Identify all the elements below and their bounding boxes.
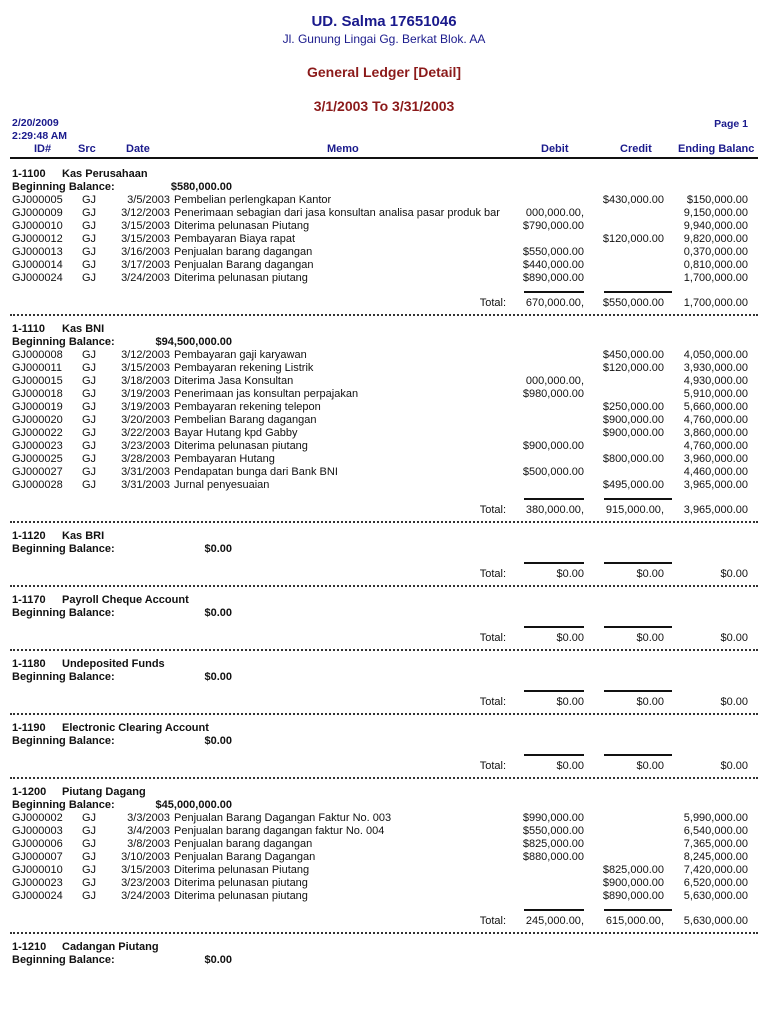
total-credit: $0.00 bbox=[636, 568, 664, 580]
transaction-date: 3/18/2003 bbox=[121, 375, 170, 387]
transaction-row bbox=[0, 851, 768, 864]
credit-total-rule bbox=[604, 690, 672, 692]
transaction-debit: $900,000.00 bbox=[522, 440, 584, 452]
company-address: Jl. Gunung Lingai Gg. Berkat Blok. AA bbox=[282, 32, 486, 46]
beginning-balance-label: Beginning Balance: bbox=[12, 181, 115, 193]
beginning-balance-amount: $0.00 bbox=[204, 671, 232, 683]
total-ending-balance: 5,630,000.00 bbox=[683, 915, 748, 927]
transaction-date: 3/31/2003 bbox=[121, 479, 170, 491]
transaction-memo: Pembayaran Hutang bbox=[174, 453, 275, 465]
total-credit: $0.00 bbox=[636, 632, 664, 644]
transaction-ending-balance: 4,930,000.00 bbox=[683, 375, 748, 387]
debit-total-rule bbox=[524, 754, 584, 756]
transaction-ending-balance: 7,420,000.00 bbox=[683, 864, 748, 876]
total-label: Total: bbox=[479, 632, 506, 644]
transaction-date: 3/19/2003 bbox=[121, 388, 170, 400]
account-code: 1-1110 bbox=[12, 323, 46, 335]
account-code: 1-1100 bbox=[12, 168, 46, 180]
beginning-balance-row bbox=[0, 543, 768, 556]
transaction-row bbox=[0, 825, 768, 838]
transaction-memo: Penerimaan sebagian dari jasa konsultan analisa pasar produk bar bbox=[174, 207, 500, 219]
account-code: 1-1200 bbox=[12, 786, 47, 798]
transaction-memo: Pembayaran rekening telepon bbox=[174, 401, 321, 413]
account-header bbox=[0, 168, 768, 181]
transaction-date: 3/24/2003 bbox=[121, 890, 170, 902]
transaction-date: 3/15/2003 bbox=[121, 233, 170, 245]
transaction-date: 3/28/2003 bbox=[121, 453, 170, 465]
transaction-ending-balance: 4,760,000.00 bbox=[683, 414, 748, 426]
account-header bbox=[0, 786, 768, 799]
print-date: 2/20/2009 bbox=[12, 117, 59, 129]
beginning-balance-amount: $0.00 bbox=[204, 543, 232, 555]
transaction-ending-balance: 1,700,000.00 bbox=[683, 272, 748, 284]
transaction-ending-balance: 4,050,000.00 bbox=[683, 349, 748, 361]
transaction-credit: $120,000.00 bbox=[602, 233, 664, 245]
transaction-memo: Jurnal penyesuaian bbox=[174, 479, 270, 491]
transaction-row bbox=[0, 194, 768, 207]
transaction-id: GJ000019 bbox=[12, 401, 63, 413]
transaction-ending-balance: 3,965,000.00 bbox=[683, 479, 748, 491]
transaction-id: GJ000022 bbox=[12, 427, 63, 439]
beginning-balance-row bbox=[0, 181, 768, 194]
beginning-balance-row bbox=[0, 799, 768, 812]
total-label: Total: bbox=[479, 504, 506, 516]
account-name: Cadangan Piutang bbox=[62, 941, 159, 953]
transaction-row bbox=[0, 362, 768, 375]
transaction-memo: Diterima Jasa Konsultan bbox=[174, 375, 294, 387]
transaction-source: GJ bbox=[82, 233, 97, 245]
transaction-credit: $450,000.00 bbox=[602, 349, 664, 361]
transaction-ending-balance: 9,150,000.00 bbox=[683, 207, 748, 219]
total-ending-balance: $0.00 bbox=[720, 568, 748, 580]
transaction-id: GJ000010 bbox=[12, 220, 63, 232]
section-divider bbox=[10, 314, 758, 316]
transaction-row bbox=[0, 440, 768, 453]
transaction-source: GJ bbox=[82, 259, 97, 271]
ledger-body bbox=[0, 162, 768, 1024]
transaction-credit: $900,000.00 bbox=[602, 427, 664, 439]
total-credit: ,915,000.00 bbox=[605, 504, 664, 516]
account-header bbox=[0, 323, 768, 336]
transaction-id: GJ000023 bbox=[12, 877, 63, 889]
transaction-debit: $825,000.00 bbox=[522, 838, 584, 850]
total-credit: $0.00 bbox=[636, 696, 664, 708]
total-credit: $550,000.00 bbox=[602, 297, 664, 309]
transaction-source: GJ bbox=[82, 851, 97, 863]
total-debit: $0.00 bbox=[556, 696, 584, 708]
transaction-memo: Pembelian Barang dagangan bbox=[174, 414, 317, 426]
credit-total-rule bbox=[604, 562, 672, 564]
print-time: 2:29:48 AM bbox=[12, 130, 68, 142]
transaction-source: GJ bbox=[82, 388, 97, 400]
transaction-ending-balance: 6,520,000.00 bbox=[683, 877, 748, 889]
transaction-source: GJ bbox=[82, 877, 97, 889]
transaction-date: 3/24/2003 bbox=[121, 272, 170, 284]
beginning-balance-label: Beginning Balance: bbox=[12, 336, 115, 348]
transaction-id: GJ000009 bbox=[12, 207, 63, 219]
transaction-source: GJ bbox=[82, 220, 97, 232]
transaction-source: GJ bbox=[82, 207, 97, 219]
transaction-id: GJ000002 bbox=[12, 812, 63, 824]
transaction-date: 3/31/2003 bbox=[121, 466, 170, 478]
total-label: Total: bbox=[479, 760, 506, 772]
beginning-balance-row bbox=[0, 735, 768, 748]
transaction-ending-balance: 3,860,000.00 bbox=[683, 427, 748, 439]
transaction-id: GJ000012 bbox=[12, 233, 63, 245]
section-divider bbox=[10, 521, 758, 523]
transaction-source: GJ bbox=[82, 479, 97, 491]
total-ending-balance: $0.00 bbox=[720, 632, 748, 644]
credit-total-rule bbox=[604, 909, 672, 911]
transaction-id: GJ000028 bbox=[12, 479, 63, 491]
total-row bbox=[0, 568, 768, 581]
transaction-row bbox=[0, 272, 768, 285]
transaction-id: GJ000020 bbox=[12, 414, 63, 426]
transaction-debit: $790,000.00 bbox=[522, 220, 584, 232]
transaction-credit: $800,000.00 bbox=[602, 453, 664, 465]
transaction-ending-balance: 5,630,000.00 bbox=[683, 890, 748, 902]
total-debit: $0.00 bbox=[556, 632, 584, 644]
transaction-row bbox=[0, 812, 768, 825]
transaction-date: 3/15/2003 bbox=[121, 864, 170, 876]
beginning-balance-amount: $580,000.00 bbox=[170, 181, 232, 193]
transaction-date: 3/12/2003 bbox=[121, 207, 170, 219]
transaction-ending-balance: 3,960,000.00 bbox=[683, 453, 748, 465]
transaction-id: GJ000006 bbox=[12, 838, 63, 850]
section-divider bbox=[10, 585, 758, 587]
transaction-credit: $900,000.00 bbox=[602, 414, 664, 426]
header-divider bbox=[10, 157, 758, 159]
col-date-header: Date bbox=[126, 143, 150, 155]
transaction-debit: $550,000.00 bbox=[522, 246, 584, 258]
total-label: Total: bbox=[479, 915, 506, 927]
debit-total-rule bbox=[524, 291, 584, 293]
total-label: Total: bbox=[479, 297, 506, 309]
transaction-source: GJ bbox=[82, 401, 97, 413]
total-credit: $0.00 bbox=[636, 760, 664, 772]
beginning-balance-row bbox=[0, 336, 768, 349]
transaction-ending-balance: 5,990,000.00 bbox=[683, 812, 748, 824]
total-label: Total: bbox=[479, 568, 506, 580]
transaction-row bbox=[0, 466, 768, 479]
transaction-debit: $880,000.00 bbox=[522, 851, 584, 863]
transaction-row bbox=[0, 479, 768, 492]
report-period: 3/1/2003 To 3/31/2003 bbox=[313, 98, 455, 114]
transaction-id: GJ000007 bbox=[12, 851, 63, 863]
transaction-date: 3/4/2003 bbox=[127, 825, 170, 837]
total-row bbox=[0, 632, 768, 645]
transaction-memo: Penjualan barang dagangan faktur No. 004 bbox=[174, 825, 385, 837]
account-code: 1-1190 bbox=[12, 722, 46, 734]
beginning-balance-amount: $0.00 bbox=[204, 735, 232, 747]
transaction-id: GJ000024 bbox=[12, 272, 63, 284]
transaction-date: 3/17/2003 bbox=[121, 259, 170, 271]
transaction-date: 3/15/2003 bbox=[121, 220, 170, 232]
transaction-date: 3/23/2003 bbox=[121, 440, 170, 452]
transaction-row bbox=[0, 349, 768, 362]
transaction-memo: Diterima pelunasan piutang bbox=[174, 272, 308, 284]
transaction-date: 3/10/2003 bbox=[121, 851, 170, 863]
transaction-debit: $500,000.00 bbox=[522, 466, 584, 478]
transaction-ending-balance: 5,910,000.00 bbox=[683, 388, 748, 400]
transaction-source: GJ bbox=[82, 194, 97, 206]
transaction-source: GJ bbox=[82, 427, 97, 439]
total-debit: $0.00 bbox=[556, 568, 584, 580]
transaction-date: 3/19/2003 bbox=[121, 401, 170, 413]
beginning-balance-label: Beginning Balance: bbox=[12, 954, 115, 966]
total-row bbox=[0, 760, 768, 773]
transaction-id: GJ000024 bbox=[12, 890, 63, 902]
transaction-row bbox=[0, 890, 768, 903]
account-code: 1-1210 bbox=[12, 941, 47, 953]
section-divider bbox=[10, 713, 758, 715]
beginning-balance-label: Beginning Balance: bbox=[12, 671, 115, 683]
transaction-row bbox=[0, 864, 768, 877]
total-debit: ,245,000.00 bbox=[525, 915, 584, 927]
transaction-ending-balance: 7,365,000.00 bbox=[683, 838, 748, 850]
transaction-credit: $825,000.00 bbox=[602, 864, 664, 876]
transaction-source: GJ bbox=[82, 375, 97, 387]
transaction-row bbox=[0, 233, 768, 246]
account-name: Kas Perusahaan bbox=[62, 168, 148, 180]
account-name: Kas BNI bbox=[62, 323, 105, 335]
transaction-source: GJ bbox=[82, 349, 97, 361]
total-debit: ,670,000.00 bbox=[525, 297, 584, 309]
account-header bbox=[0, 941, 768, 954]
transaction-ending-balance: 3,930,000.00 bbox=[683, 362, 748, 374]
beginning-balance-label: Beginning Balance: bbox=[12, 799, 115, 811]
transaction-ending-balance: 5,660,000.00 bbox=[683, 401, 748, 413]
transaction-id: GJ000023 bbox=[12, 440, 63, 452]
transaction-date: 3/23/2003 bbox=[121, 877, 170, 889]
transaction-credit: $120,000.00 bbox=[602, 362, 664, 374]
transaction-source: GJ bbox=[82, 246, 97, 258]
account-header bbox=[0, 658, 768, 671]
transaction-source: GJ bbox=[82, 890, 97, 902]
total-credit: ,615,000.00 bbox=[605, 915, 664, 927]
account-code: 1-1120 bbox=[12, 530, 46, 542]
transaction-row bbox=[0, 414, 768, 427]
section-divider bbox=[10, 777, 758, 779]
transaction-memo: Diterima pelunasan piutang bbox=[174, 877, 308, 889]
total-ending-balance: $0.00 bbox=[720, 696, 748, 708]
transaction-row bbox=[0, 427, 768, 440]
transaction-credit: $900,000.00 bbox=[602, 877, 664, 889]
beginning-balance-label: Beginning Balance: bbox=[12, 543, 115, 555]
account-header bbox=[0, 722, 768, 735]
transaction-source: GJ bbox=[82, 466, 97, 478]
transaction-row bbox=[0, 453, 768, 466]
transaction-date: 3/5/2003 bbox=[127, 194, 170, 206]
transaction-memo: Pendapatan bunga dari Bank BNI bbox=[174, 466, 338, 478]
transaction-row bbox=[0, 207, 768, 220]
beginning-balance-row bbox=[0, 607, 768, 620]
transaction-date: 3/3/2003 bbox=[127, 812, 170, 824]
transaction-memo: Penjualan Barang Dagangan bbox=[174, 851, 316, 863]
account-code: 1-1170 bbox=[12, 594, 46, 606]
debit-total-rule bbox=[524, 498, 584, 500]
transaction-row bbox=[0, 877, 768, 890]
transaction-id: GJ000018 bbox=[12, 388, 63, 400]
transaction-credit: $250,000.00 bbox=[602, 401, 664, 413]
beginning-balance-amount: $0.00 bbox=[204, 607, 232, 619]
transaction-id: GJ000003 bbox=[12, 825, 63, 837]
total-label: Total: bbox=[479, 696, 506, 708]
transaction-id: GJ000008 bbox=[12, 349, 63, 361]
transaction-memo: Penjualan Barang Dagangan Faktur No. 003 bbox=[174, 812, 392, 824]
transaction-debit: $990,000.00 bbox=[522, 812, 584, 824]
transaction-memo: Penjualan Barang dagangan bbox=[174, 259, 314, 271]
total-debit: $0.00 bbox=[556, 760, 584, 772]
report-title: General Ledger [Detail] bbox=[306, 64, 462, 80]
section-divider bbox=[10, 649, 758, 651]
col-src-header: Src bbox=[78, 143, 96, 155]
credit-total-rule bbox=[604, 626, 672, 628]
transaction-source: GJ bbox=[82, 838, 97, 850]
transaction-row bbox=[0, 388, 768, 401]
col-memo-header: Memo bbox=[327, 143, 359, 155]
transaction-credit: $495,000.00 bbox=[602, 479, 664, 491]
transaction-memo: Diterima pelunasan piutang bbox=[174, 890, 308, 902]
total-row bbox=[0, 297, 768, 310]
transaction-id: GJ000014 bbox=[12, 259, 63, 271]
transaction-ending-balance: 0,810,000.00 bbox=[683, 259, 748, 271]
total-row bbox=[0, 504, 768, 517]
company-name: UD. Salma 17651046 bbox=[311, 13, 457, 30]
transaction-memo: Penjualan barang dagangan bbox=[174, 246, 313, 258]
credit-total-rule bbox=[604, 291, 672, 293]
total-row bbox=[0, 696, 768, 709]
transaction-memo: Penjualan barang dagangan bbox=[174, 838, 313, 850]
transaction-debit: ,000,000.00 bbox=[525, 207, 584, 219]
beginning-balance-amount: $45,000,000.00 bbox=[155, 799, 232, 811]
debit-total-rule bbox=[524, 562, 584, 564]
transaction-debit: $980,000.00 bbox=[522, 388, 584, 400]
beginning-balance-row bbox=[0, 671, 768, 684]
transaction-row bbox=[0, 401, 768, 414]
transaction-source: GJ bbox=[82, 272, 97, 284]
account-name: Electronic Clearing Account bbox=[62, 722, 209, 734]
transaction-row bbox=[0, 375, 768, 388]
beginning-balance-amount: $0.00 bbox=[204, 954, 232, 966]
account-code: 1-1180 bbox=[12, 658, 46, 670]
account-header bbox=[0, 594, 768, 607]
debit-total-rule bbox=[524, 690, 584, 692]
section-divider bbox=[10, 932, 758, 934]
total-ending-balance: 3,965,000.00 bbox=[683, 504, 748, 516]
col-ending-header: Ending Balanc bbox=[678, 143, 755, 155]
transaction-ending-balance: $150,000.00 bbox=[686, 194, 748, 206]
transaction-id: GJ000013 bbox=[12, 246, 63, 258]
total-row bbox=[0, 915, 768, 928]
total-debit: ,380,000.00 bbox=[525, 504, 584, 516]
transaction-memo: Diterima pelunasan piutang bbox=[174, 440, 308, 452]
beginning-balance-row bbox=[0, 954, 768, 967]
account-name: Payroll Cheque Account bbox=[62, 594, 189, 606]
col-credit-header: Credit bbox=[620, 143, 652, 155]
beginning-balance-amount: $94,500,000.00 bbox=[155, 336, 232, 348]
transaction-memo: Pembayaran rekening Listrik bbox=[174, 362, 314, 374]
transaction-credit: $890,000.00 bbox=[602, 890, 664, 902]
transaction-date: 3/12/2003 bbox=[121, 349, 170, 361]
account-name: Undeposited Funds bbox=[62, 658, 165, 670]
col-debit-header: Debit bbox=[541, 143, 569, 155]
transaction-row bbox=[0, 259, 768, 272]
transaction-id: GJ000010 bbox=[12, 864, 63, 876]
credit-total-rule bbox=[604, 754, 672, 756]
transaction-date: 3/22/2003 bbox=[121, 427, 170, 439]
debit-total-rule bbox=[524, 626, 584, 628]
transaction-debit: ,000,000.00 bbox=[525, 375, 584, 387]
transaction-ending-balance: 0,370,000.00 bbox=[683, 246, 748, 258]
transaction-ending-balance: 4,760,000.00 bbox=[683, 440, 748, 452]
beginning-balance-label: Beginning Balance: bbox=[12, 607, 115, 619]
transaction-row bbox=[0, 246, 768, 259]
transaction-row bbox=[0, 220, 768, 233]
transaction-row bbox=[0, 838, 768, 851]
transaction-source: GJ bbox=[82, 440, 97, 452]
transaction-date: 3/16/2003 bbox=[121, 246, 170, 258]
transaction-memo: Diterima pelunasan Piutang bbox=[174, 220, 310, 232]
transaction-source: GJ bbox=[82, 362, 97, 374]
credit-total-rule bbox=[604, 498, 672, 500]
account-header bbox=[0, 530, 768, 543]
transaction-source: GJ bbox=[82, 453, 97, 465]
transaction-debit: $550,000.00 bbox=[522, 825, 584, 837]
transaction-memo: Bayar Hutang kpd Gabby bbox=[174, 427, 298, 439]
transaction-date: 3/15/2003 bbox=[121, 362, 170, 374]
transaction-memo: Diterima pelunasan Piutang bbox=[174, 864, 310, 876]
transaction-id: GJ000027 bbox=[12, 466, 63, 478]
transaction-id: GJ000005 bbox=[12, 194, 63, 206]
transaction-id: GJ000025 bbox=[12, 453, 63, 465]
transaction-memo: Penerimaan jas konsultan perpajakan bbox=[174, 388, 359, 400]
account-name: Piutang Dagang bbox=[62, 786, 146, 798]
col-id-header: ID# bbox=[34, 143, 52, 155]
transaction-ending-balance: 8,245,000.00 bbox=[683, 851, 748, 863]
transaction-ending-balance: 4,460,000.00 bbox=[683, 466, 748, 478]
transaction-id: GJ000015 bbox=[12, 375, 63, 387]
transaction-date: 3/20/2003 bbox=[121, 414, 170, 426]
transaction-memo: Pembelian perlengkapan Kantor bbox=[174, 194, 332, 206]
account-name: Kas BRI bbox=[62, 530, 105, 542]
transaction-ending-balance: 9,820,000.00 bbox=[683, 233, 748, 245]
transaction-memo: Pembayaran Biaya rapat bbox=[174, 233, 296, 245]
transaction-source: GJ bbox=[82, 864, 97, 876]
transaction-credit: $430,000.00 bbox=[602, 194, 664, 206]
transaction-ending-balance: 9,940,000.00 bbox=[683, 220, 748, 232]
transaction-debit: $440,000.00 bbox=[522, 259, 584, 271]
total-ending-balance: $0.00 bbox=[720, 760, 748, 772]
transaction-source: GJ bbox=[82, 825, 97, 837]
transaction-memo: Pembayaran gaji karyawan bbox=[174, 349, 307, 361]
page-number: Page 1 bbox=[714, 118, 748, 130]
beginning-balance-label: Beginning Balance: bbox=[12, 735, 115, 747]
transaction-source: GJ bbox=[82, 812, 97, 824]
transaction-date: 3/8/2003 bbox=[127, 838, 170, 850]
total-ending-balance: 1,700,000.00 bbox=[683, 297, 748, 309]
transaction-id: GJ000011 bbox=[12, 362, 62, 374]
transaction-debit: $890,000.00 bbox=[522, 272, 584, 284]
debit-total-rule bbox=[524, 909, 584, 911]
transaction-source: GJ bbox=[82, 414, 97, 426]
transaction-ending-balance: 6,540,000.00 bbox=[683, 825, 748, 837]
